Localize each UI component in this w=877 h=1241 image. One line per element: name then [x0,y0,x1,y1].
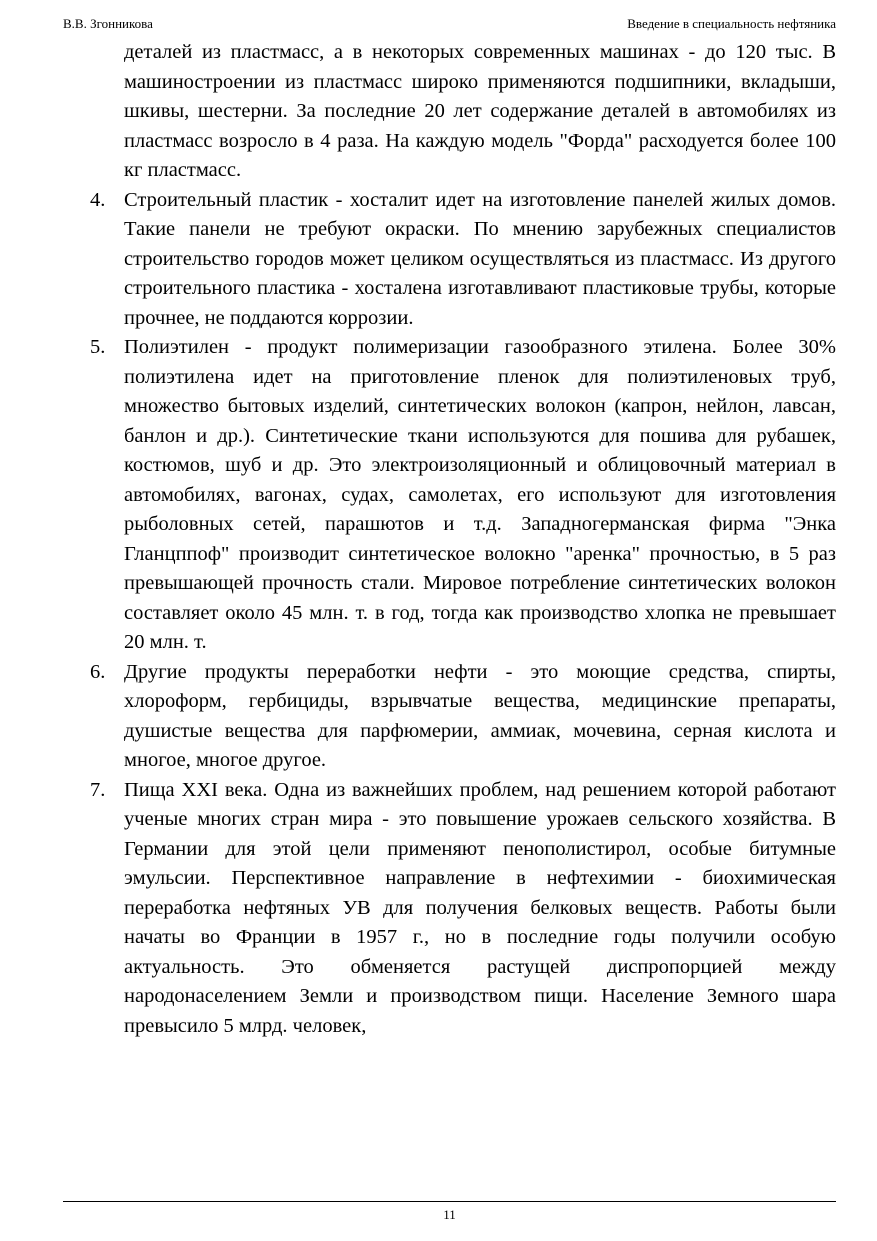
list-item [90,186,836,334]
list-item [90,333,836,658]
list-item-number: 6. [90,660,106,683]
page-header [63,14,836,34]
list-item-text: Другие продукты переработки нефти - это моющие средства, спирты, хлороформ, гербициды, взрывчатые вещества, медицинские препараты, душистые вещества для парфюмерии, аммиак, мочевина, серная кислота и многое, многое другое. [124,660,836,771]
list-item [90,776,836,1042]
list-item-text: Строительный пластик - хосталит идет на изготовление панелей жилых домов. Такие панели не требуют окраски. По мнению зарубежных специалистов строительство городов может целиком осуществляться из пластмасс. Из другого строительного пластика - хосталена изготавливают пластиковые трубы, которые прочнее, не поддаются коррозии. [124,188,836,329]
header-author: В.В. Згонникова [63,16,153,31]
continuation-paragraph: деталей из пластмасс, а в некоторых современных машинах - до 120 тыс. В машиностроении из пластмасс широко применяются подшипники, вкладыши, шкивы, шестерни. За последние 20 лет содержание деталей в автомобилях из пластмасс возросло в 4 раза. На каждую модель "Форда" расходуется более 100 кг пластмасс. [124,41,836,181]
footer-divider [63,1201,836,1202]
list-item-text: Полиэтилен - продукт полимеризации газообразного этилена. Более 30% полиэтилена идет на приготовление пленок для полиэтиленовых труб, множество бытовых изделий, синтетических волокон (капрон, нейлон, лавсан, банлон и др.). Синтетические ткани используются для пошива для рубашек, костюмов, шуб и др. Это электроизоляционный и облицовочный материал в автомобилях, вагонах, судах, самолетах, его используют для изготовления рыболовных сетей, парашютов и т.д. Западногерманская фирма "Энка Гланцппоф" производит синтетическое волокно "аренка" прочностью, в 5 раз превышающей прочность стали. Мировое потребление синтетических волокон составляет около 45 млн. т. в год, тогда как производство хлопка не превышает 20 млн. т. [124,336,836,653]
page-body [90,38,836,1041]
list-item [90,658,836,776]
numbered-list [90,186,836,1042]
list-item-number: 7. [90,778,106,801]
page-number: 11 [443,1207,456,1222]
list-item-text: Пища XXI века. Одна из важнейших проблем, над решением которой работают ученые многих стран мира - это повышение урожаев сельского хозяйства. В Германии для этой цели применяют пенополистирол, особые битумные эмульсии. Перспективное направление в нефтехимии - биохимическая переработка нефтяных УВ для получения белковых веществ. Работы были начаты во Франции в 1957 г., но в последние годы получили особую актуальность. Это обменяется растущей диспропорцией между народонаселением Земли и производством пищи. Население Земного шара превысило 5 млрд. человек, [124,778,836,1037]
header-title: Введение в специальность нефтяника [627,16,836,31]
list-item-number: 4. [90,188,106,211]
list-item-number: 5. [90,336,106,358]
